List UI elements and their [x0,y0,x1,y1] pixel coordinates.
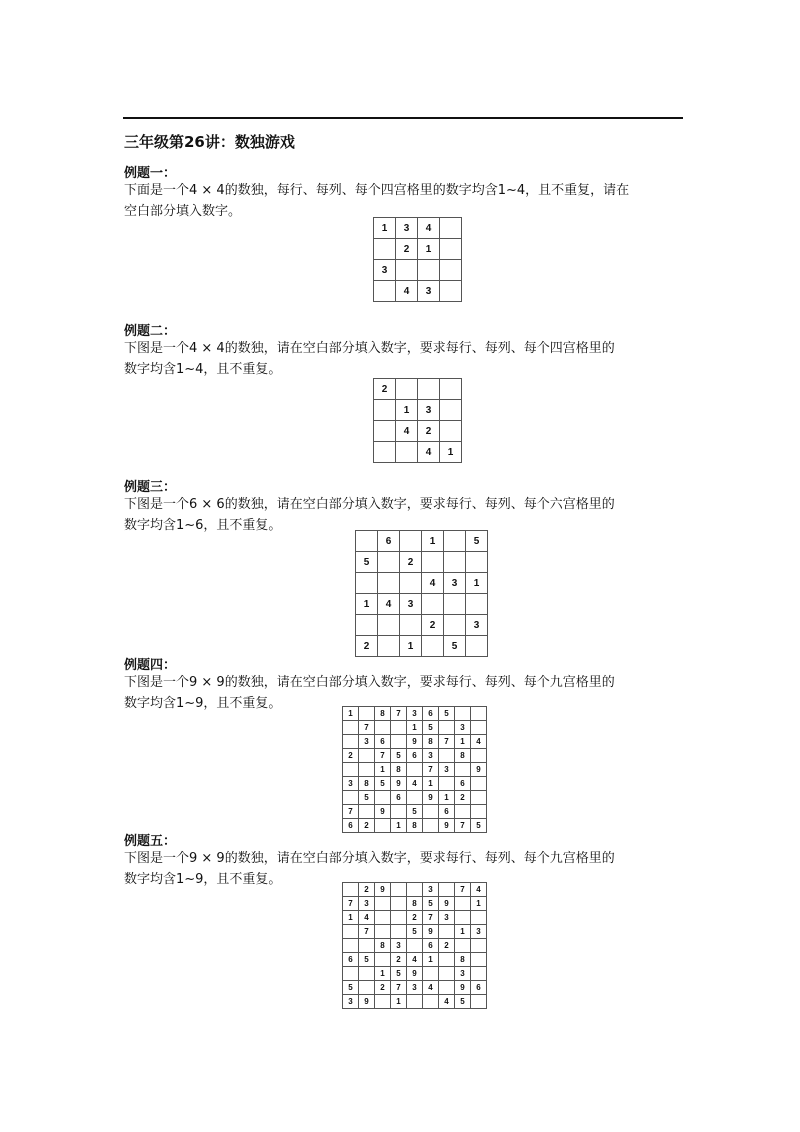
sudoku-cell: 1 [466,573,488,594]
sudoku-cell [356,531,378,552]
sudoku-cell: 3 [439,763,455,777]
sudoku-cell [440,379,462,400]
sudoku-6x6-example-3 [355,530,488,657]
sudoku-cell [359,707,375,721]
sudoku-cell: 5 [471,819,487,833]
sudoku-cell [374,421,396,442]
example-2-label: 例题二： [124,324,177,339]
sudoku-cell [439,953,455,967]
sudoku-cell [391,721,407,735]
sudoku-cell: 5 [407,805,423,819]
sudoku-cell [378,573,400,594]
sudoku-cell: 9 [391,777,407,791]
sudoku-cell: 1 [391,995,407,1009]
sudoku-cell: 3 [400,594,422,615]
sudoku-cell: 1 [471,897,487,911]
sudoku-cell: 8 [407,819,423,833]
sudoku-cell [359,981,375,995]
sudoku-cell [422,636,444,657]
sudoku-cell: 6 [407,749,423,763]
sudoku-cell: 5 [391,749,407,763]
sudoku-cell: 1 [423,953,439,967]
sudoku-cell: 3 [455,721,471,735]
example-4-label: 例题四： [124,658,177,673]
sudoku-cell: 2 [374,379,396,400]
sudoku-cell: 5 [359,953,375,967]
sudoku-cell: 9 [439,897,455,911]
page-title: 三年级第26讲：数独游戏 [124,133,295,151]
sudoku-cell [444,552,466,573]
sudoku-cell: 5 [343,981,359,995]
sudoku-cell: 8 [455,953,471,967]
sudoku-cell [407,995,423,1009]
sudoku-cell: 6 [375,735,391,749]
sudoku-cell [444,531,466,552]
example-1-text [124,180,684,222]
sudoku-cell: 1 [418,239,440,260]
sudoku-9x9-example-4 [342,706,487,833]
sudoku-cell: 4 [422,573,444,594]
sudoku-cell: 1 [407,721,423,735]
sudoku-cell: 3 [423,883,439,897]
sudoku-cell: 9 [359,995,375,1009]
sudoku-cell [471,791,487,805]
sudoku-cell [439,967,455,981]
sudoku-cell [439,883,455,897]
sudoku-cell [374,442,396,463]
sudoku-cell [422,552,444,573]
sudoku-cell [407,883,423,897]
sudoku-cell: 4 [471,883,487,897]
example-2-line-2: 数字均含1~4，且不重复。 [124,362,282,377]
sudoku-cell: 1 [391,819,407,833]
sudoku-cell [423,995,439,1009]
sudoku-cell: 7 [343,897,359,911]
sudoku-cell: 8 [391,763,407,777]
sudoku-cell: 7 [391,707,407,721]
sudoku-cell [439,925,455,939]
sudoku-cell: 9 [455,981,471,995]
sudoku-cell: 1 [375,763,391,777]
sudoku-cell: 7 [423,763,439,777]
sudoku-cell: 7 [423,911,439,925]
sudoku-cell [391,735,407,749]
sudoku-cell: 1 [343,911,359,925]
sudoku-4x4-example-2 [373,378,462,463]
sudoku-cell: 1 [375,967,391,981]
sudoku-cell [471,777,487,791]
sudoku-cell [356,573,378,594]
sudoku-cell: 2 [400,552,422,573]
sudoku-cell [423,967,439,981]
sudoku-cell: 7 [343,805,359,819]
top-rule [123,117,683,119]
sudoku-cell [359,749,375,763]
sudoku-cell [455,911,471,925]
sudoku-cell: 6 [423,939,439,953]
sudoku-cell: 3 [466,615,488,636]
sudoku-cell [471,953,487,967]
sudoku-cell: 7 [455,819,471,833]
sudoku-cell: 1 [374,218,396,239]
sudoku-cell [455,707,471,721]
sudoku-cell [375,995,391,1009]
sudoku-cell [343,763,359,777]
example-1-label: 例题一： [124,166,177,181]
sudoku-cell: 4 [407,777,423,791]
sudoku-cell [375,953,391,967]
sudoku-cell: 8 [407,897,423,911]
sudoku-cell [455,897,471,911]
sudoku-cell [374,281,396,302]
sudoku-cell: 1 [423,777,439,791]
sudoku-cell [378,615,400,636]
sudoku-cell: 5 [444,636,466,657]
example-3-line-2: 数字均含1~6，且不重复。 [124,518,282,533]
sudoku-cell [375,911,391,925]
sudoku-cell: 9 [407,735,423,749]
sudoku-cell: 1 [440,442,462,463]
sudoku-cell: 9 [375,805,391,819]
sudoku-cell: 1 [396,400,418,421]
example-1-line-2: 空白部分填入数字。 [124,204,242,219]
sudoku-cell: 6 [378,531,400,552]
sudoku-cell [378,552,400,573]
sudoku-cell [400,573,422,594]
sudoku-cell: 7 [455,883,471,897]
sudoku-cell: 3 [359,735,375,749]
sudoku-cell [466,594,488,615]
sudoku-cell: 9 [423,791,439,805]
sudoku-cell [471,967,487,981]
example-4-line-1: 下图是一个9 × 9的数独，请在空白部分填入数字，要求每行、每列、每个九宫格里的 [124,675,615,690]
sudoku-cell: 3 [396,218,418,239]
sudoku-cell: 8 [359,777,375,791]
sudoku-cell [343,721,359,735]
sudoku-cell: 8 [455,749,471,763]
sudoku-cell: 5 [359,791,375,805]
sudoku-cell [466,552,488,573]
sudoku-cell [400,615,422,636]
example-2-text [124,338,684,380]
sudoku-cell: 5 [375,777,391,791]
sudoku-cell: 2 [391,953,407,967]
sudoku-cell [407,791,423,805]
sudoku-cell [455,805,471,819]
sudoku-cell: 6 [471,981,487,995]
sudoku-cell: 4 [396,281,418,302]
sudoku-cell: 5 [356,552,378,573]
sudoku-cell: 2 [418,421,440,442]
sudoku-cell [440,400,462,421]
sudoku-cell: 7 [439,735,455,749]
sudoku-cell: 4 [359,911,375,925]
sudoku-cell [471,911,487,925]
example-3-label: 例题三： [124,480,177,495]
sudoku-4x4-example-1 [373,217,462,302]
sudoku-cell: 9 [375,883,391,897]
sudoku-cell: 6 [391,791,407,805]
sudoku-cell: 4 [396,421,418,442]
sudoku-cell: 5 [407,925,423,939]
sudoku-cell [375,897,391,911]
example-1-line-1: 下面是一个4 × 4的数独，每行、每列、每个四宫格里的数字均含1~4，且不重复，请在 [124,183,630,198]
sudoku-cell [378,636,400,657]
sudoku-cell [396,260,418,281]
sudoku-cell: 6 [423,707,439,721]
sudoku-cell: 3 [374,260,396,281]
sudoku-cell [359,939,375,953]
sudoku-cell: 1 [439,791,455,805]
sudoku-cell: 3 [444,573,466,594]
sudoku-cell [359,805,375,819]
sudoku-cell: 2 [407,911,423,925]
sudoku-cell [439,749,455,763]
sudoku-cell: 4 [418,442,440,463]
sudoku-cell: 7 [375,749,391,763]
sudoku-cell: 9 [471,763,487,777]
sudoku-cell [471,805,487,819]
sudoku-cell [418,379,440,400]
sudoku-cell [439,777,455,791]
sudoku-cell [356,615,378,636]
sudoku-cell [343,939,359,953]
sudoku-cell: 2 [343,749,359,763]
sudoku-cell [407,763,423,777]
sudoku-cell [391,925,407,939]
sudoku-cell: 4 [423,981,439,995]
sudoku-cell [375,721,391,735]
sudoku-cell [471,749,487,763]
sudoku-cell: 5 [455,995,471,1009]
sudoku-cell: 7 [391,981,407,995]
sudoku-cell: 6 [439,805,455,819]
sudoku-cell: 3 [407,707,423,721]
sudoku-cell [343,735,359,749]
sudoku-cell: 2 [396,239,418,260]
sudoku-cell [423,819,439,833]
sudoku-cell: 5 [423,897,439,911]
sudoku-cell [471,707,487,721]
sudoku-cell: 2 [359,819,375,833]
sudoku-cell: 1 [400,636,422,657]
sudoku-cell: 2 [439,939,455,953]
sudoku-cell [343,791,359,805]
sudoku-cell: 5 [423,721,439,735]
sudoku-cell: 7 [359,721,375,735]
sudoku-cell [391,911,407,925]
example-4-line-2: 数字均含1~9，且不重复。 [124,696,282,711]
sudoku-cell [374,400,396,421]
sudoku-cell [455,763,471,777]
sudoku-cell: 3 [471,925,487,939]
sudoku-cell [375,791,391,805]
sudoku-cell: 3 [391,939,407,953]
sudoku-cell [471,995,487,1009]
example-2-line-1: 下图是一个4 × 4的数独，请在空白部分填入数字，要求每行、每列、每个四宫格里的 [124,341,615,356]
sudoku-cell [359,967,375,981]
sudoku-cell: 1 [455,735,471,749]
sudoku-cell [440,260,462,281]
sudoku-cell [444,615,466,636]
sudoku-cell: 1 [356,594,378,615]
sudoku-cell: 9 [407,967,423,981]
sudoku-cell: 3 [418,400,440,421]
sudoku-cell [375,925,391,939]
sudoku-cell [440,421,462,442]
sudoku-cell: 4 [439,995,455,1009]
sudoku-cell [375,819,391,833]
sudoku-cell [359,763,375,777]
sudoku-cell: 1 [343,707,359,721]
sudoku-cell: 8 [423,735,439,749]
sudoku-cell: 2 [359,883,375,897]
sudoku-cell: 3 [359,897,375,911]
sudoku-cell [440,239,462,260]
sudoku-cell [396,442,418,463]
sudoku-cell [374,239,396,260]
sudoku-9x9-example-5 [342,882,487,1009]
sudoku-cell: 4 [407,953,423,967]
sudoku-cell: 8 [375,707,391,721]
sudoku-cell: 9 [423,925,439,939]
sudoku-cell [439,721,455,735]
sudoku-cell: 6 [343,953,359,967]
sudoku-cell [396,379,418,400]
sudoku-cell: 5 [439,707,455,721]
sudoku-cell [455,939,471,953]
sudoku-cell: 3 [343,995,359,1009]
sudoku-cell: 3 [439,911,455,925]
sudoku-cell [466,636,488,657]
sudoku-cell [391,805,407,819]
sudoku-cell [422,594,444,615]
sudoku-cell: 3 [407,981,423,995]
sudoku-cell [440,281,462,302]
sudoku-cell: 2 [422,615,444,636]
sudoku-cell: 6 [343,819,359,833]
sudoku-cell: 5 [391,967,407,981]
sudoku-cell: 4 [418,218,440,239]
sudoku-cell [471,721,487,735]
example-3-line-1: 下图是一个6 × 6的数独，请在空白部分填入数字，要求每行、每列、每个六宫格里的 [124,497,615,512]
sudoku-cell: 4 [471,735,487,749]
sudoku-cell: 7 [359,925,375,939]
sudoku-cell: 6 [455,777,471,791]
sudoku-cell: 1 [422,531,444,552]
sudoku-cell: 3 [343,777,359,791]
sudoku-cell [400,531,422,552]
sudoku-cell [407,939,423,953]
sudoku-cell: 1 [455,925,471,939]
sudoku-cell: 2 [455,791,471,805]
sudoku-cell [444,594,466,615]
sudoku-cell [343,883,359,897]
sudoku-cell: 4 [378,594,400,615]
sudoku-cell: 2 [356,636,378,657]
example-5-label: 例题五： [124,834,177,849]
sudoku-cell: 3 [423,749,439,763]
sudoku-cell: 9 [439,819,455,833]
sudoku-cell: 3 [455,967,471,981]
sudoku-cell [391,883,407,897]
sudoku-cell [418,260,440,281]
sudoku-cell [423,805,439,819]
example-5-line-2: 数字均含1~9，且不重复。 [124,872,282,887]
sudoku-cell: 5 [466,531,488,552]
sudoku-cell: 3 [418,281,440,302]
example-5-line-1: 下图是一个9 × 9的数独，请在空白部分填入数字，要求每行、每列、每个九宫格里的 [124,851,615,866]
sudoku-cell [343,967,359,981]
sudoku-cell [471,939,487,953]
sudoku-cell [391,897,407,911]
sudoku-cell [343,925,359,939]
sudoku-cell: 8 [375,939,391,953]
sudoku-cell [439,981,455,995]
sudoku-cell [440,218,462,239]
sudoku-cell: 2 [375,981,391,995]
